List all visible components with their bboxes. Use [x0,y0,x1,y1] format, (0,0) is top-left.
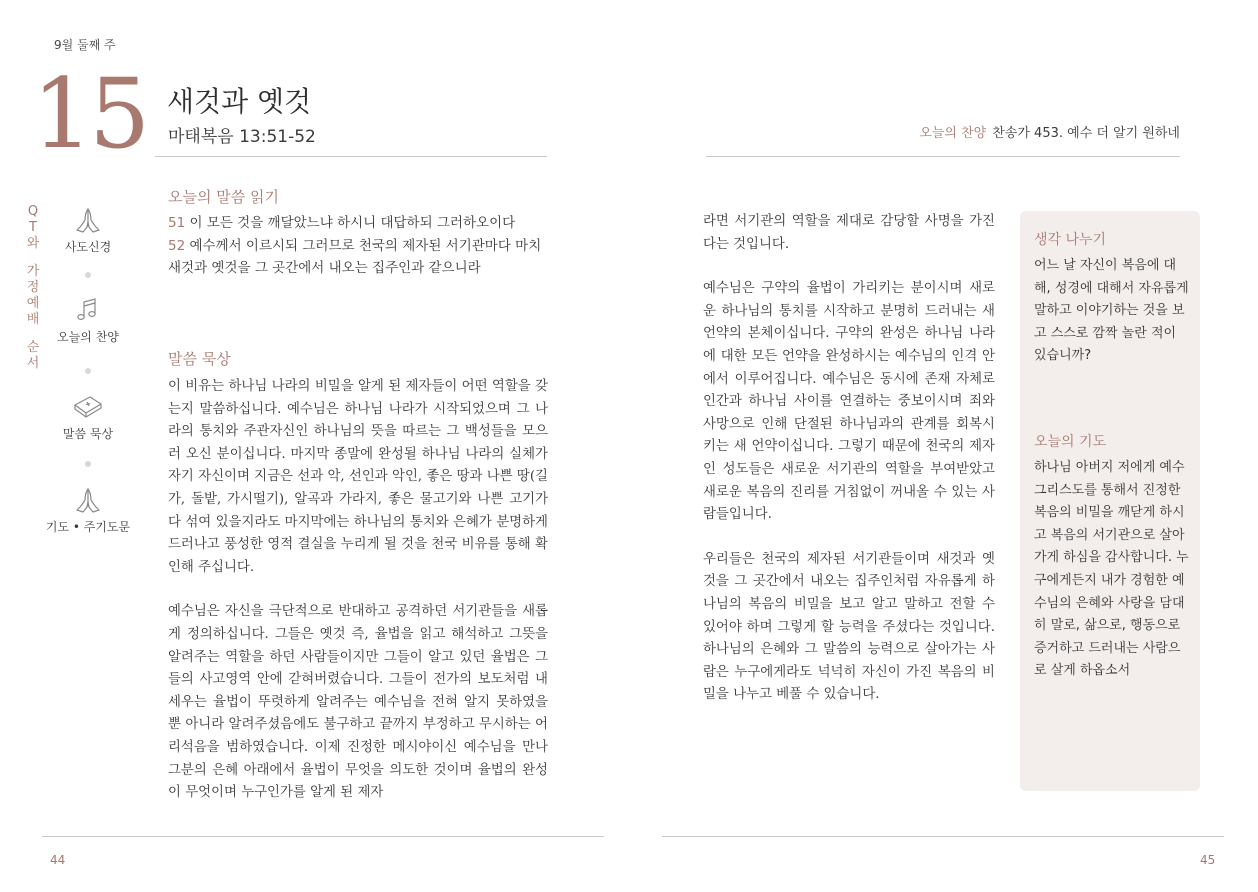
day-number: 15 [32,58,147,170]
footer-divider-right [662,836,1224,837]
body-paragraph: 우리들은 천국의 제자된 서기관들이며 새것과 옛것을 그 곳간에서 내오는 집주인처럼 자유롭게 하나님의 복음의 비밀을 보고 알고 말하고 전할 수 있어야 하며 그렇게 할 능력을 주셨다는 것입니다. 하나님의 은혜와 그 말씀의 능력으로 살아가는 사람은 누구에게라도 넉넉히 자신이 가진 복음의 비밀을 나누고 베풀 수 있습니다. [703,551,995,703]
verse: 52 예수께서 이르시되 그러므로 천국의 제자된 서기관마다 마치 새것과 옛것을 그 곳간에서 내오는 집주인과 같으니라 [168,237,542,277]
hymn-title: 찬송가 453. 예수 더 알기 원하네 [992,126,1180,141]
step-label: 오늘의 찬양 [57,330,119,344]
vertical-label: Q T 와 가 정 예 배 순 서 [26,204,40,371]
praying-hands-icon [73,486,103,514]
step-separator-dot [85,368,91,374]
page-number-right: 45 [1200,853,1216,867]
todays-hymn [919,122,1180,141]
prayer-section [1034,431,1190,683]
verse: 51 이 모든 것을 깨달았느냐 하시니 대답하되 그러하오이다 [168,215,516,231]
verse-number: 52 [168,237,186,254]
scripture-reference: 마태복음 13:51-52 [168,127,316,147]
verse-number: 51 [168,215,186,231]
page-title: 새것과 옛것 [167,85,312,118]
bible-icon [72,393,104,421]
right-body [703,211,995,707]
step-apostles-creed [43,206,133,255]
step-label: 기도 • 주기도문 [45,520,131,534]
header-divider-right [706,156,1180,157]
meditation-heading: 말씀 묵상 [168,350,231,368]
body-paragraph: 예수님은 구약의 율법이 가리키는 분이시며 새로운 하나님의 통치를 시작하고 분명히 드러내는 새언약의 본체이십니다. 구약의 완성은 하나님 나라에 대한 모든 언약을 완성하시는 예수님의 인격 안에서 이루어집니다. 예수님은 동시에 존재 자체로 인간과 하나님 사이를 연결하는 중보이시며 죄와 사망으로 인해 단절된 하나님과의 관계를 회복시키는 새 언약이십니다. 그렇기 때문에 천국의 제자인 성도들은 새로운 서기관의 역할을 부여받았고 새로운 복음의 진리를 거침없이 꺼내올 수 있는 사람들입니다. [703,281,995,523]
prayer-heading: 오늘의 기도 [1034,434,1107,450]
meditation-paragraph: 예수님은 자신을 극단적으로 반대하고 공격하던 서기관들을 새롭게 정의하십니다. 그들은 옛것 즉, 율법을 읽고 해석하고 그뜻을 알려주는 역할을 하던 사람들이지만 그들이 알고 있던 율법은 그들의 사고영역 안에 갇혀버렸습니다. 그들이 전가의 보도처럼 내세우는 율법이 뚜렷하게 알려주는 예수님을 전혀 알지 못하였을 뿐 아니라 알려주셨음에도 불구하고 끝까지 부정하고 무시하는 어리석음을 범하였습니다. 이제 진정한 메시야이신 예수님을 만나 그분의 은혜 아래에서 율법이 무엇을 의도한 것이며 율법의 완성이 무엇이며 누구인가를 알게 된 제자 [168,604,548,801]
music-note-icon [73,296,103,324]
meditation-body [168,376,548,805]
reading-heading: 오늘의 말씀 읽기 [168,188,279,206]
step-label: 사도신경 [64,240,112,254]
meditation-paragraph: 이 비유는 하나님 나라의 비밀을 알게 된 제자들이 어떤 역할을 갖는지 말씀하십니다. 예수님은 하나님 나라가 시작되었으며 그 나라의 통치와 주관자신인 하나님의 뜻을 따르는 그 백성들을 모으러 오신 분이십니다. 마지막 종말에 완성될 하나님 나라의 실체가 자기 자신이며 지금은 선과 악, 선인과 악인, 좋은 땅과 나쁜 땅(길가, 돌밭, 가시떨기), 알곡과 가라지, 좋은 물고기와 나쁜 고기가 다 섞여 있을지라도 마지막에는 하나님의 통치와 은혜가 분명하게 드러나고 풍성한 영적 결실을 누리게 될 것을 천국 비유를 통해 확인해 주십니다. [168,379,548,575]
step-separator-dot [85,272,91,278]
sidebar-box [1020,211,1200,791]
prayer-text: 하나님 아버지 저에게 예수 그리스도를 통해서 진정한 복음의 비밀을 깨닫게 하시고 복음의 서기관으로 살아가게 하심을 감사합니다. 누구에게든지 내가 경험한 예수님의 은혜와 사랑을 담대히 말로, 삶으로, 행동으로 증거하고 드러내는 사람으로 살게 하옵소서 [1034,460,1189,679]
footer-divider-left [42,836,604,837]
share-heading: 생각 나누기 [1034,232,1107,248]
step-separator-dot [85,461,91,467]
step-meditation [43,393,133,442]
body-paragraph: 라면 서기관의 역할을 제대로 감당할 사명을 가진다는 것입니다. [703,214,995,252]
page-number-left: 44 [50,853,66,867]
share-text: 어느 날 자신이 복음에 대해, 성경에 대해서 자유롭게 말하고 이야기하는 것을 보고 스스로 깜짝 놀란 적이 있습니까? [1034,258,1189,364]
hymn-label: 오늘의 찬양 [919,126,987,141]
step-todays-hymn [43,296,133,345]
header-divider-left [155,156,547,157]
step-label: 말씀 묵상 [62,427,114,441]
week-label: 9월 둘째 주 [54,38,116,52]
scripture-verses [168,212,548,280]
step-prayer [43,486,133,535]
praying-hands-icon [73,206,103,234]
share-section [1034,229,1190,368]
